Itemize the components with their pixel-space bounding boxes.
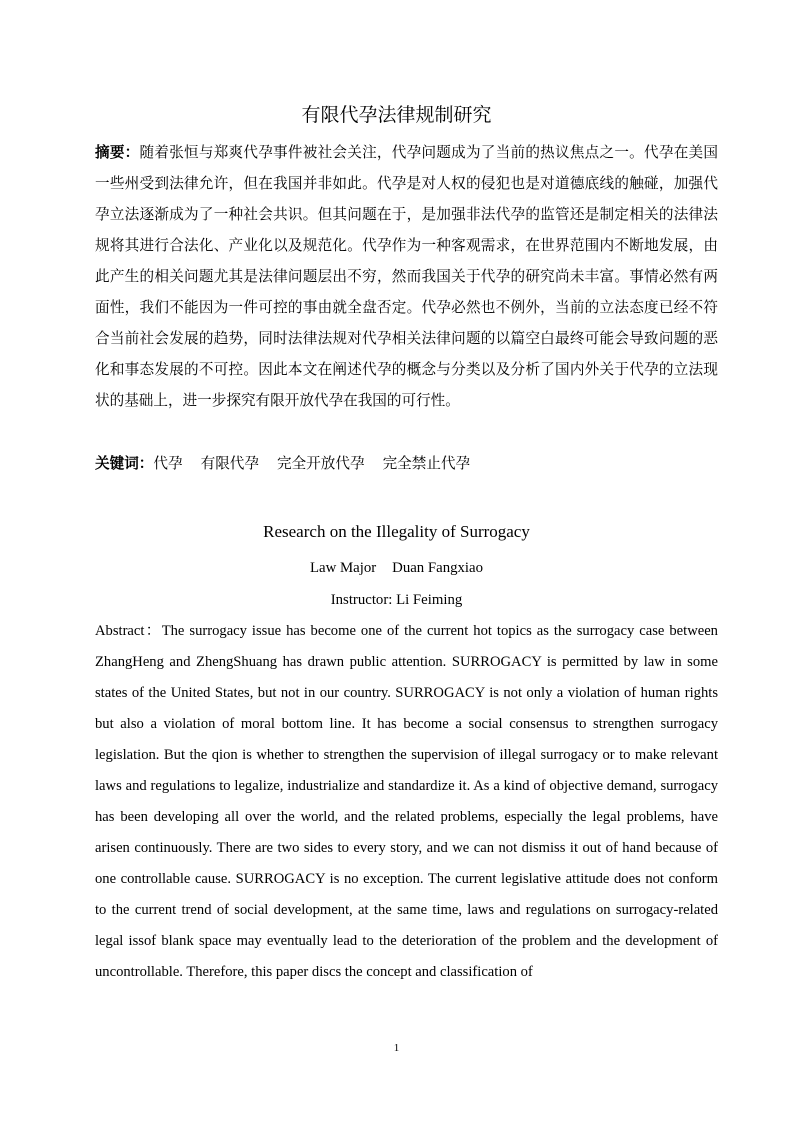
chinese-keywords [95, 448, 718, 479]
keyword: 代孕 [153, 455, 183, 472]
english-title: Research on the Illegality of Surrogacy [263, 522, 530, 541]
english-abstract-text: The surrogacy issue has become one of the current hot topics as the surrogacy case between ZhangHeng and ZhengShuang has drawn public attention. SURROGACY is permitted by law in some states of the United States, but not in our country. SURROGACY is not only a violation of human rights but also a violation of moral bottom line. It has become a social consensus to strengthen surrogacy legislation. But the qion is whether to strengthen the supervision of illegal surrogacy or to make relevant laws and regulations to legalize, industrialize and standardize it. As a kind of objective demand, surrogacy has been developing all over the world, and the related problems, especially the legal problems, have arisen continuously. There are two sides to every story, and we can not dismiss it out of hand because of one controllable cause. SURROGACY is no exception. The current legislative attitude does not conform to the current trend of social development, at the same time, laws and regulations on surrogacy-related legal issof blank space may eventually lead to the deterioration of the problem and the development of uncontrollable. Therefore, this paper discs the concept and classification of [95, 623, 718, 980]
chinese-abstract-label: 摘要： [95, 144, 140, 161]
english-abstract-label: Abstract： [95, 623, 162, 639]
keyword: 完全禁止代孕 [382, 455, 471, 472]
keyword: 完全开放代孕 [276, 455, 365, 472]
english-abstract [95, 616, 718, 988]
chinese-abstract-text: 随着张恒与郑爽代孕事件被社会关注，代孕问题成为了当前的热议焦点之一。代孕在美国一些州受到法律允许，但在我国并非如此。代孕是对人权的侵犯也是对道德底线的触碰，加强代孕立法逐渐成为了一种社会共识。但其问题在于，是加强非法代孕的监管还是制定相关的法律法规将其进行合法化、产业化以及规范化。代孕作为一种客观需求，在世界范围内不断地发展，由此产生的相关问题尤其是法律问题层出不穷，然而我国关于代孕的研究尚未丰富。事情必然有两面性，我们不能因为一件可控的事由就全盘否定。代孕必然也不例外，当前的立法态度已经不符合当前社会发展的趋势，同时法律法规对代孕相关法律问题的以篇空白最终可能会导致问题的恶化和事态发展的不可控。因此本文在阐述代孕的概念与分类以及分析了国内外关于代孕的立法现状的基础上，进一步探究有限开放代孕在我国的可行性。 [95, 144, 718, 409]
chinese-title: 有限代孕法律规制研究 [301, 104, 492, 126]
instructor: Instructor: Li Feiming [330, 592, 463, 608]
english-author-line [0, 554, 793, 582]
page-number: 1 [393, 1042, 400, 1054]
author-name: Duan Fangxiao [392, 560, 483, 576]
chinese-keywords-label: 关键词： [95, 455, 154, 472]
keyword: 有限代孕 [200, 455, 259, 472]
chinese-abstract [95, 137, 718, 416]
major: Law Major [310, 560, 377, 576]
